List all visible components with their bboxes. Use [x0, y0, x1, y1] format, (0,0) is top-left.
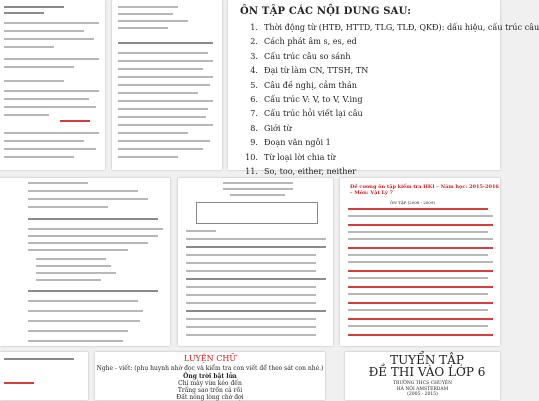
list-item: 2. Cách phát âm s, es, ed: [250, 36, 357, 47]
worksheet-page-top-left: [0, 0, 105, 170]
list-item: 7. Cấu trúc hỏi viết lại câu: [250, 108, 363, 119]
list-item: 3. Cấu trúc câu so sánh: [250, 50, 351, 61]
worksheet-page-top-middle: [112, 0, 222, 170]
dictation-heading: LUYỆN CHỮ: [183, 354, 237, 363]
list-item: 9. Đoạn văn ngôi 1: [250, 137, 331, 148]
list-item: 4. Đại từ làm CN, TTSH, TN: [250, 65, 369, 76]
test-page-right: [340, 178, 500, 346]
poem-line: Đất nóng lòng chờ đợi: [176, 394, 244, 401]
outline-list: [240, 20, 539, 178]
test-title: Đề cương ôn tập kiểm tra HKI – Năm học: 2015-2016 – Môn: Vật Lý 7: [350, 184, 499, 196]
outline-title: ÔN TẬP CÁC NỘI DUNG SAU:: [240, 6, 412, 17]
list-item: 11. So, too, either, neither: [245, 166, 357, 177]
list-item: 6. Cấu trúc V: V, to V, V.ing: [250, 94, 363, 105]
list-item: 1. Thời động từ (HTĐ, HTTD, TLG, TLĐ, QKĐ): dấu hiệu, cấu trúc câu: [250, 22, 539, 32]
exam-page-middle: [178, 178, 333, 346]
list-item: 10. Từ loại lời chia từ: [245, 151, 336, 162]
poem-line: Ông trời bật lửa: [183, 373, 237, 380]
cover-school: TRƯỜNG THCS CHUYÊN HÀ NỘI AMSTERDAM (2005 - 2015): [392, 381, 453, 397]
poem-line: Trăng sao trốn cả rồi: [177, 387, 243, 394]
dictation-page: [95, 352, 325, 400]
test-section-heading: ÔN TẬP (2008 - 2009): [390, 200, 435, 205]
cover-page: [345, 352, 500, 400]
worksheet-page-middle-left: [0, 178, 170, 346]
cover-title: TUYỂN TẬP ĐỀ THI VÀO LỚP 6: [368, 353, 486, 379]
dictation-instruction: Nghe - viết: (phụ huynh nhờ đọc và kiểm tra con viết để theo sát con nhé.): [96, 365, 324, 372]
list-item: 5. Câu đề nghị, cảm thán: [250, 79, 357, 90]
list-item: 8. Giới từ: [250, 122, 292, 133]
outline-page: [228, 0, 539, 177]
poem-line: Chị mây vừa kéo đến: [178, 380, 242, 387]
worksheet-page-bottom-left: [0, 352, 88, 400]
